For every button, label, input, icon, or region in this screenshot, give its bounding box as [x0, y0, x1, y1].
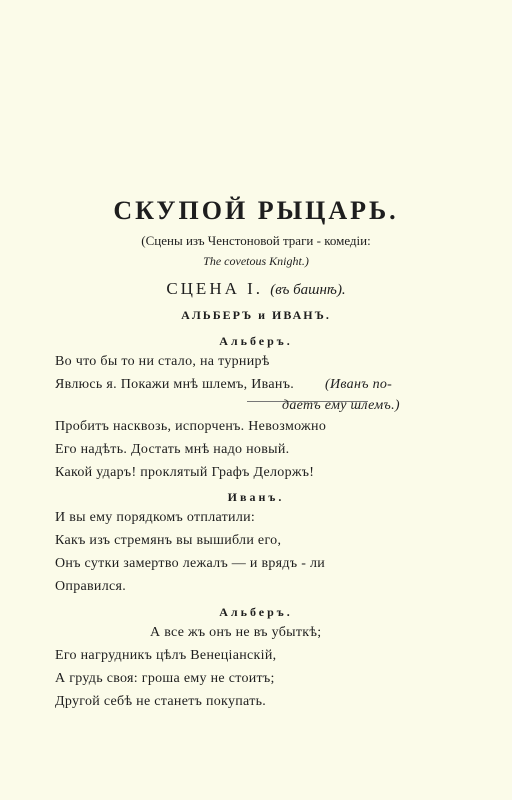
speaker-ivan: Иванъ.	[227, 490, 285, 504]
speaker-albert: Альберъ.	[219, 605, 293, 619]
stage-direction: (Иванъ по-	[325, 377, 393, 392]
stage-direction: даетъ ему шлемъ.)	[282, 398, 400, 413]
verse-line: Во что бы то ни стало, на турнирѣ	[55, 354, 270, 369]
subtitle-source: (Сцены изъ Ченстоновой траги - комедіи:	[141, 233, 371, 248]
verse-line: Онъ сутки замертво лежалъ — и врядъ - ли	[55, 556, 326, 571]
verse-line: Явлюсь я. Покажи мнѣ шлемъ, Иванъ.	[55, 377, 295, 392]
speaker-albert: Альберъ.	[219, 334, 293, 348]
verse-line: Его надѣть. Достать мнѣ надо новый.	[55, 442, 290, 457]
verse-line: А все жъ онъ не въ убыткѣ;	[150, 625, 322, 640]
verse-line: Оправился.	[55, 579, 127, 594]
verse-line: Какъ изъ стремянъ вы вышибли его,	[55, 533, 282, 548]
verse-line: Пробитъ насквозь, испорченъ. Невозможно	[55, 419, 327, 434]
verse-line: Его нагрудникъ цѣлъ Венеціанскій,	[55, 648, 277, 663]
subtitle-english: The covetous Knight.)	[203, 254, 309, 268]
play-title: СКУПОЙ РЫЦАРЬ.	[113, 196, 399, 225]
verse-line: А грудь своя: гроша ему не стоитъ;	[55, 671, 275, 686]
verse-line: Какой ударъ! проклятый Графъ Делоржъ!	[55, 465, 315, 480]
scene-heading	[0, 279, 512, 299]
verse-line: Другой себѣ не станетъ покупать.	[55, 694, 267, 709]
scene-label: СЦЕНА I.	[166, 279, 264, 298]
verse-line: И вы ему порядкомъ отплатили:	[55, 510, 256, 525]
characters-list: АЛЬБЕРЪ и ИВАНЪ.	[181, 308, 331, 322]
scene-location: (въ башнѣ).	[270, 282, 346, 298]
